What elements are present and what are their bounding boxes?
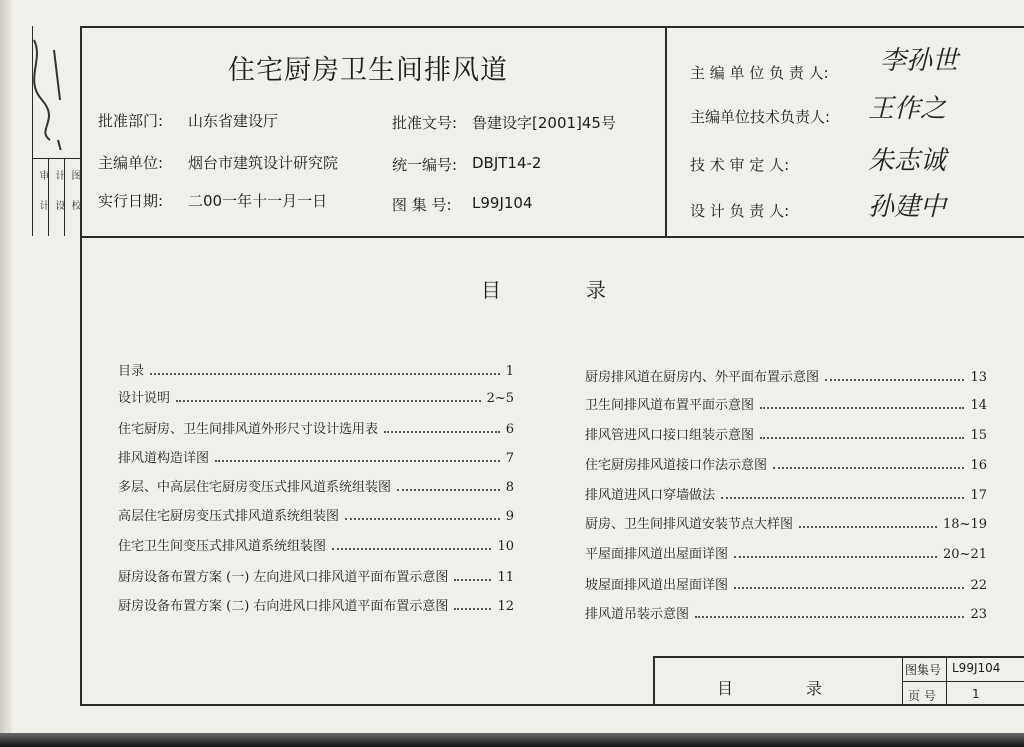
toc-entry[interactable] [118, 418, 514, 437]
toc-entry[interactable] [585, 484, 987, 503]
toc-entry-label: 厨房设备布置方案 (一) 左向进风口排风道平面布置示意图 [118, 570, 449, 585]
toc-entry[interactable] [585, 366, 987, 385]
stamp-cell: 审 [37, 170, 48, 180]
toc-entry-label: 排风道构造详图 [118, 451, 210, 466]
responsible-role: 主编单位技术负责人: [690, 108, 831, 126]
toc-entry-page: 20~21 [943, 547, 987, 562]
toc-entry-page: 7 [505, 451, 514, 466]
toc-entry[interactable] [118, 476, 514, 495]
responsible-role: 技 术 审 定 人: [690, 156, 790, 174]
header-divider-line [80, 236, 1024, 238]
approver-label: 批准部门: [98, 112, 164, 130]
stamp-cell: 计 [37, 200, 48, 210]
approver-value: 山东省建设厅 [188, 112, 279, 130]
toc-entry[interactable] [118, 447, 514, 466]
effective-date-value: 二00一年十一月一日 [188, 192, 328, 210]
margin-handwriting [14, 30, 76, 150]
toc-entry[interactable] [118, 387, 514, 406]
toc-entry[interactable] [118, 595, 514, 614]
unified-no-label: 统一编号: [392, 156, 458, 174]
toc-entry[interactable] [585, 513, 987, 532]
toc-entry-page: 9 [505, 509, 514, 524]
approval-doc-label: 批准文号: [392, 114, 458, 132]
toc-entry-page: 15 [970, 428, 987, 443]
toc-entry-label: 排风道进风口穿墙做法 [585, 488, 716, 503]
header-column-line [665, 26, 667, 237]
title-block-page-value: 1 [972, 687, 980, 701]
stamp-cell: 设 [53, 200, 64, 210]
toc-entry-label: 厨房排风道在厨房内、外平面布置示意图 [585, 370, 820, 385]
toc-entry-page: 8 [505, 480, 514, 495]
toc-entry-label: 目录 [118, 364, 145, 379]
toc-entry[interactable] [118, 535, 514, 554]
title-block-atlas-value: L99J104 [952, 661, 1001, 675]
toc-entry-label: 住宅卫生间变压式排风道系统组装图 [118, 539, 327, 554]
stamp-border [32, 158, 80, 159]
title-block-name-left: 目 [717, 679, 734, 698]
toc-title-right: 录 [586, 278, 606, 302]
toc-entry[interactable] [585, 394, 987, 413]
toc-entry[interactable] [118, 360, 514, 379]
toc-entry[interactable] [585, 543, 987, 562]
toc-entry-label: 厨房设备布置方案 (二) 右向进风口排风道平面布置示意图 [118, 599, 449, 614]
toc-title-left: 目 [481, 278, 501, 302]
responsible-role: 主 编 单 位 负 责 人: [690, 64, 829, 82]
toc-entry[interactable] [585, 574, 987, 593]
toc-entry[interactable] [118, 566, 514, 585]
stamp-cell: 校 [69, 200, 80, 210]
toc-entry-page: 10 [497, 539, 514, 554]
toc-entry-label: 住宅厨房、卫生间排风道外形尺寸设计选用表 [118, 422, 379, 437]
signature: 李孙世 [880, 46, 959, 76]
title-block-page-label: 页 号 [908, 689, 936, 703]
toc-entry-label: 坡屋面排风道出屋面详图 [585, 578, 729, 593]
atlas-no-label: 图 集 号: [392, 196, 452, 214]
atlas-no-value: L99J104 [472, 194, 533, 212]
toc-entry-label: 厨房、卫生间排风道安装节点大样图 [585, 517, 794, 532]
toc-entry-label: 排风管进风口接口组装示意图 [585, 428, 755, 443]
page-edge [0, 0, 12, 747]
toc-entry-label: 排风道吊装示意图 [585, 607, 690, 622]
toc-entry[interactable] [118, 505, 514, 524]
approval-doc-value: 鲁建设字[2001]45号 [472, 114, 616, 132]
page-title: 住宅厨房卫生间排风道 [228, 55, 508, 86]
frame-left-line [80, 26, 82, 706]
toc-entry-page: 12 [497, 599, 514, 614]
signature: 朱志诚 [868, 146, 947, 176]
stamp-cell: 图 [69, 170, 80, 180]
toc-entry-label: 住宅厨房排风道接口作法示意图 [585, 458, 768, 473]
frame-top-line [80, 26, 1024, 28]
title-block-name-right: 录 [806, 679, 823, 698]
responsible-role: 设 计 负 责 人: [690, 202, 790, 220]
frame-bottom-line [80, 704, 1024, 706]
toc-entry-page: 1 [505, 364, 514, 379]
unified-no-value: DBJT14-2 [472, 154, 542, 172]
toc-entry-page: 18~19 [943, 517, 987, 532]
toc-entry[interactable] [585, 454, 987, 473]
toc-entry-page: 16 [970, 458, 987, 473]
toc-entry-page: 6 [505, 422, 514, 437]
toc-entry-label: 多层、中高层住宅厨房变压式排风道系统组装图 [118, 480, 392, 495]
toc-entry-label: 高层住宅厨房变压式排风道系统组装图 [118, 509, 340, 524]
toc-entry-page: 2~5 [486, 391, 514, 406]
editor-value: 烟台市建筑设计研究院 [188, 154, 339, 172]
toc-entry-page: 17 [970, 488, 987, 503]
toc-entry-page: 22 [970, 578, 987, 593]
toc-entry-page: 23 [970, 607, 987, 622]
toc-entry-label: 平屋面排风道出屋面详图 [585, 547, 729, 562]
toc-entry-label: 卫生间排风道布置平面示意图 [585, 398, 755, 413]
stamp-cell: 计 [53, 170, 64, 180]
scan-bottom-edge [0, 733, 1024, 747]
signature: 王作之 [868, 94, 947, 124]
signature: 孙建中 [868, 192, 947, 222]
toc-entry-page: 14 [970, 398, 987, 413]
toc-entry-page: 13 [970, 370, 987, 385]
title-block-atlas-label: 图集号 [905, 663, 942, 677]
toc-entry[interactable] [585, 424, 987, 443]
toc-entry-page: 11 [497, 570, 514, 585]
toc-entry[interactable] [585, 603, 987, 622]
toc-entry-label: 设计说明 [118, 391, 171, 406]
effective-date-label: 实行日期: [98, 192, 164, 210]
editor-label: 主编单位: [98, 154, 164, 172]
